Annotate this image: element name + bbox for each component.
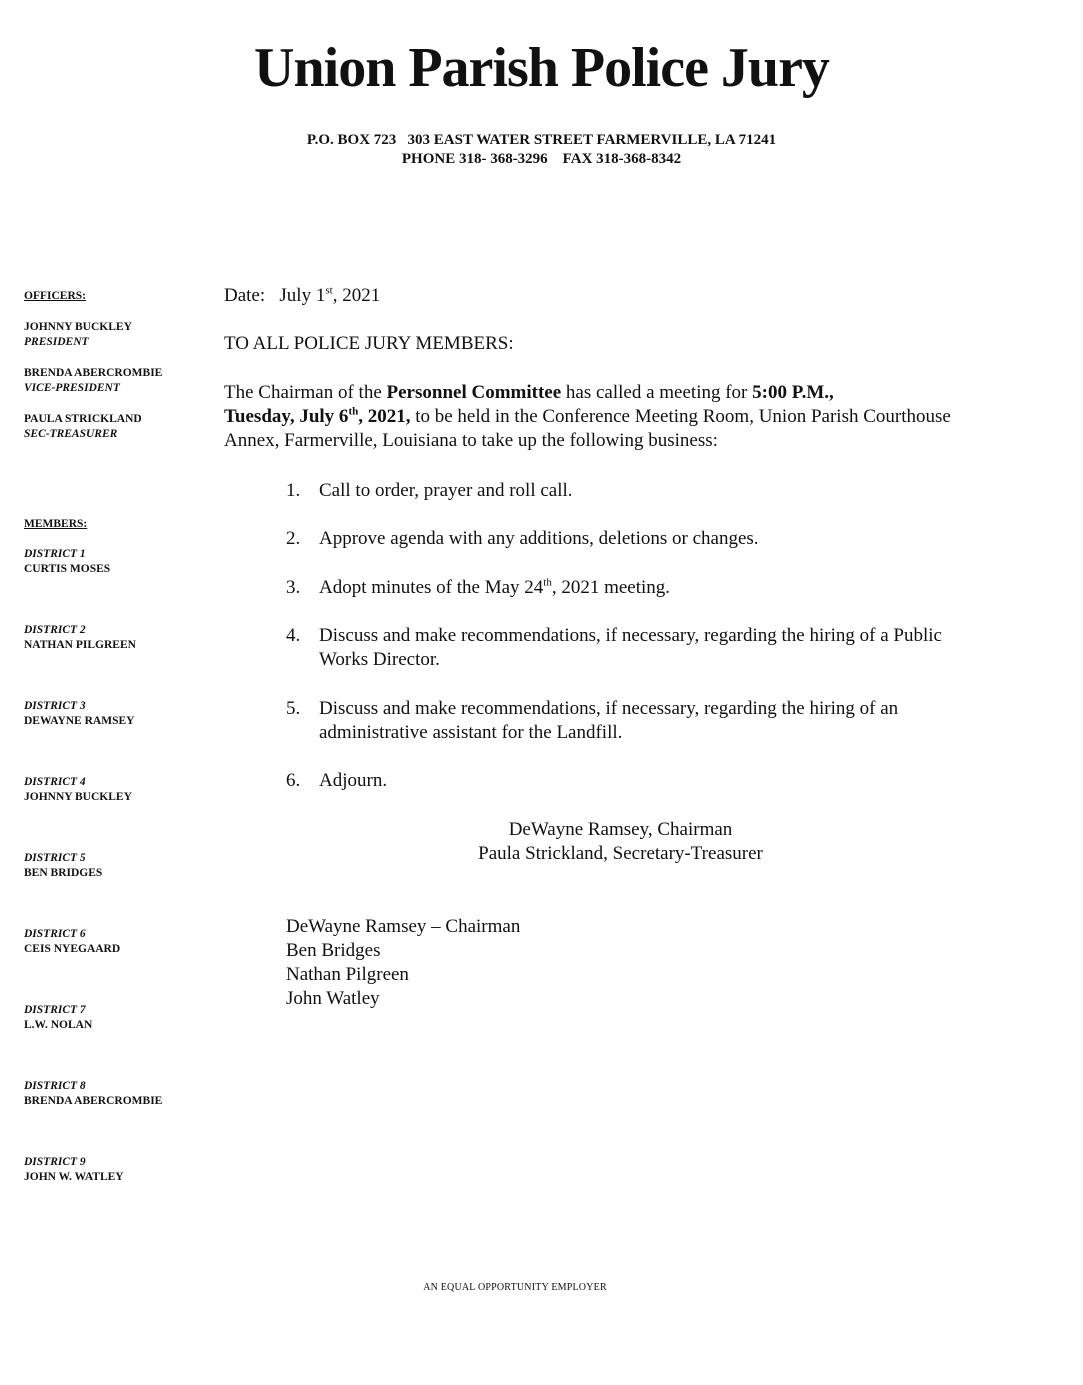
officers-label: OFFICERS: [24, 290, 86, 302]
footer-eoe: AN EQUAL OPPORTUNITY EMPLOYER [423, 1282, 607, 1293]
officer-president [24, 320, 214, 350]
officer-title: VICE-PRESIDENT [24, 382, 120, 394]
officer-vice-president [24, 366, 214, 396]
officer-sec-treasurer [24, 412, 214, 442]
letterhead-address: P.O. BOX 723 303 EAST WATER STREET FARMERVILLE, LA 71241 [306, 132, 777, 148]
officer-title: SEC-TREASURER [24, 428, 118, 440]
meeting-time: 5:00 P.M., [752, 382, 834, 403]
roster-member: Nathan Pilgreen [286, 964, 409, 985]
member-district-8: DISTRICT 8 BRENDA ABERCROMBIE [24, 1080, 163, 1107]
officer-name: JOHNNY BUCKLEY [24, 321, 132, 333]
member-district-9: DISTRICT 9 JOHN W. WATLEY [24, 1156, 124, 1183]
officer-name: BRENDA ABERCROMBIE [24, 367, 163, 379]
committee-name: Personnel Committee [386, 382, 562, 403]
letter-paragraph: The Chairman of the Personnel Committee has called a meeting for 5:00 P.M., Tuesday, July 6th, 2021, to be held in the Conference Meeting Room, Union Parish Courthouse Annex, Farmerville, Louisiana to take up the following business: [224, 382, 951, 451]
letter-greeting: TO ALL POLICE JURY MEMBERS: [224, 333, 514, 354]
officer-name: PAULA STRICKLAND [24, 413, 142, 425]
officer-title: PRESIDENT [24, 336, 89, 348]
member-district-6: DISTRICT 6 CEIS NYEGAARD [24, 928, 121, 955]
member-district-2: DISTRICT 2 NATHAN PILGREEN [24, 624, 136, 651]
member-district-4: DISTRICT 4 JOHNNY BUCKLEY [24, 776, 132, 803]
letterhead-title: Union Parish Police Jury [254, 37, 829, 99]
signature-chairman: DeWayne Ramsey, Chairman [508, 819, 733, 840]
member-district-1: DISTRICT 1 CURTIS MOSES [24, 548, 111, 575]
signature-secretary: Paula Strickland, Secretary-Treasurer [478, 843, 763, 864]
members-label: MEMBERS: [24, 518, 88, 530]
roster-member: DeWayne Ramsey – Chairman [286, 916, 521, 937]
roster-member: Ben Bridges [286, 940, 381, 961]
committee-roster [286, 915, 520, 1011]
letter-date: Date: July 1st, 2021 [224, 284, 381, 306]
member-district-3: DISTRICT 3 DEWAYNE RAMSEY [24, 700, 135, 727]
roster-member: John Watley [286, 988, 380, 1009]
letterhead-phone: PHONE 318- 368-3296 FAX 318-368-8342 [401, 151, 682, 167]
meeting-day: Tuesday, July 6th, 2021, [224, 405, 411, 427]
member-district-7: DISTRICT 7 L.W. NOLAN [24, 1004, 93, 1031]
member-district-5: DISTRICT 5 BEN BRIDGES [24, 852, 103, 879]
